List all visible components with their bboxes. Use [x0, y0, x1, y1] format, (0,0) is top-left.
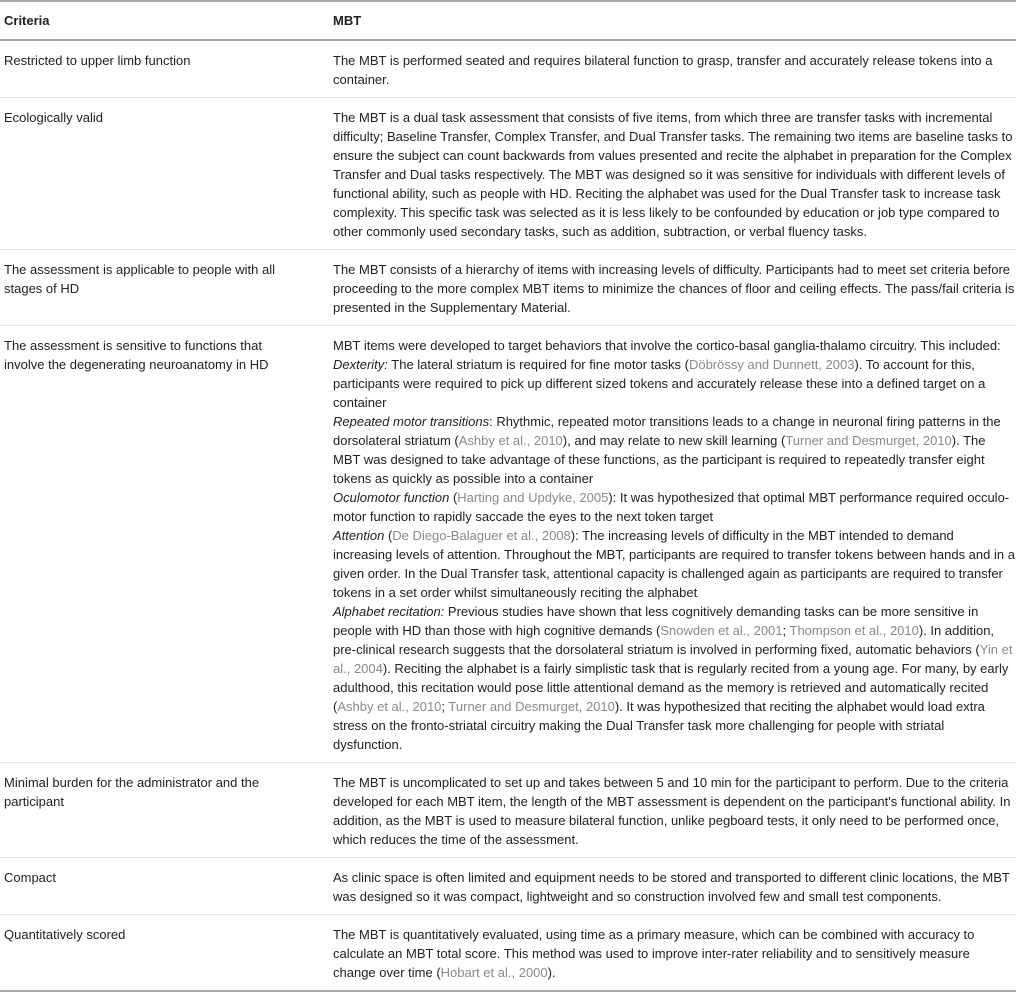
- table-row: [0, 763, 1016, 858]
- mbt-cell: The MBT is a dual task assessment that consists of five items, from which three are transfer tasks with incremental difficulty; Baseline Transfer, Complex Transfer, and Dual Transfer tasks. The remaining two items are baseline tasks to ensure the subject can count backwards from values presented and recite the alphabet in preparation for the Complex Transfer and Dual tasks respectively. The MBT was designed so it was sensitive for individuals with different levels of functional ability, such as people with HD. Reciting the alphabet was used for the Dual Transfer task to increase task complexity. This specific task was selected as it is less likely to be confounded by education or job type compared to other commonly used secondary tasks, such as addition, subtraction, or verbal fluency tasks.: [333, 110, 1013, 239]
- intro-text: MBT items were developed to target behaviors that involve the cortico-basal ganglia-thalamo circuitry. This included:: [333, 338, 1001, 353]
- mbt-cell: The MBT is quantitatively evaluated, using time as a primary measure, which can be combined with accuracy to calculate an MBT total score. This method was used to improve inter-rater reliability and to sensitively measure change over time (Hobart et al., 2000).: [333, 927, 975, 980]
- reference-link[interactable]: Turner and Desmurget, 2010: [785, 433, 952, 448]
- table-row: [0, 858, 1016, 915]
- reference-link[interactable]: Snowden et al., 2001: [660, 623, 783, 638]
- reference-link[interactable]: Hobart et al., 2000: [440, 965, 548, 980]
- criteria-cell: The assessment is sensitive to functions that involve the degenerating neuroanatomy in HD: [4, 338, 269, 372]
- criteria-cell: Compact: [4, 870, 57, 885]
- mbt-cell: As clinic space is often limited and equipment needs to be stored and transported to different clinic locations, the MBT was designed so it was compact, lightweight and so construction involved few and small test components.: [333, 870, 1010, 904]
- reference-link[interactable]: Ashby et al., 2010: [458, 433, 563, 448]
- table-row: [0, 41, 1016, 98]
- item-label: Repeated motor transitions: [333, 414, 490, 429]
- reference-link[interactable]: Thompson et al., 2010: [789, 623, 919, 638]
- reference-link[interactable]: Harting and Updyke, 2005: [457, 490, 609, 505]
- mbt-cell: [333, 326, 1015, 762]
- header-mbt: MBT: [333, 13, 362, 28]
- table-row: [0, 98, 1016, 250]
- item-label: Attention: [333, 528, 385, 543]
- mbt-cell: The MBT is performed seated and requires bilateral function to grasp, transfer and accurately release tokens into a container.: [333, 53, 993, 87]
- mbt-cell: The MBT consists of a hierarchy of items with increasing levels of difficulty. Participants had to meet set criteria before proceeding to the more complex MBT items to minimize the chances of floor and ceiling effects. The pass/fail criteria is presented in the Supplementary Material.: [333, 262, 1015, 315]
- header-criteria: Criteria: [4, 13, 50, 28]
- item-label: Oculomotor function: [333, 490, 450, 505]
- mbt-cell: The MBT is uncomplicated to set up and takes between 5 and 10 min for the participant to perform. Due to the criteria developed for each MBT item, the length of the MBT assessment is dependent on the participant's functional ability. In addition, as the MBT is used to measure bilateral function, unlike pegboard tests, it only need to be performed once, which reduces the time of the assessment.: [333, 775, 1011, 847]
- criteria-cell: The assessment is applicable to people with all stages of HD: [4, 262, 275, 296]
- oculomotor-item: Oculomotor function (Harting and Updyke, 2005): It was hypothesized that optimal MBT performance required occulo-motor function to rapidly saccade the eyes to the next token target: [333, 490, 1010, 524]
- reference-link[interactable]: Turner and Desmurget, 2010: [448, 699, 615, 714]
- criteria-cell: Minimal burden for the administrator and the participant: [4, 775, 260, 809]
- criteria-cell: Quantitatively scored: [4, 927, 126, 942]
- criteria-cell: Ecologically valid: [4, 110, 103, 125]
- attention-item: Attention (De Diego-Balaguer et al., 2008): The increasing levels of difficulty in the MBT intended to demand increasing levels of attention. Throughout the MBT, participants are required to transfer tokens between hands and in a given order. In the Dual Transfer task, attentional capacity is challenged again as participants are required to transfer tokens in a set order whilst simultaneously reciting the alphabet: [333, 528, 1015, 600]
- dexterity-item: Dexterity: The lateral striatum is required for fine motor tasks (Döbrössy and Dunnett, 2003). To account for this, participants were required to pick up different sized tokens and accurately release these into a defined target on a container: [333, 357, 986, 410]
- table-row: [0, 326, 1016, 763]
- table-row: [0, 915, 1016, 992]
- table-row: [0, 250, 1016, 326]
- reference-link[interactable]: Döbrössy and Dunnett, 2003: [688, 357, 855, 372]
- reference-link[interactable]: De Diego-Balaguer et al., 2008: [392, 528, 571, 543]
- alphabet-item: Alphabet recitation: Previous studies have shown that less cognitively demanding tasks can be more sensitive in people with HD than those with high cognitive demands (Snowden et al., 2001; Thompson et al., 2010). In addition, pre-clinical research suggests that the dorsolateral striatum is involved in performing fixed, automatic behaviors (Yin et al., 2004). Reciting the alphabet is a fairly simplistic task that is regularly recited from a young age. For many, by early adulthood, this recitation would pose little attentional demand as the memory is retrieved and automatically recited (Ashby et al., 2010; Turner and Desmurget, 2010). It was hypothesized that reciting the alphabet would load extra stress on the fronto-striatal circuitry making the Dual Transfer task more challenging for people with striatal dysfunction.: [333, 604, 1013, 752]
- reference-link[interactable]: Yin et al., 2004: [333, 642, 1013, 676]
- table-header: [0, 0, 1016, 41]
- criteria-cell: Restricted to upper limb function: [4, 53, 191, 68]
- item-label: Dexterity:: [333, 357, 388, 372]
- reference-link[interactable]: Ashby et al., 2010: [337, 699, 442, 714]
- repeated-item: Repeated motor transitions: Rhythmic, repeated motor transitions leads to a change in neuronal firing patterns in the dorsolateral striatum (Ashby et al., 2010), and may relate to new skill learning (Turner and Desmurget, 2010). The MBT was designed to take advantage of these functions, as the participant is required to repeatedly transfer eight tokens as quickly as possible into a container: [333, 414, 1001, 486]
- item-label: Alphabet recitation:: [333, 604, 445, 619]
